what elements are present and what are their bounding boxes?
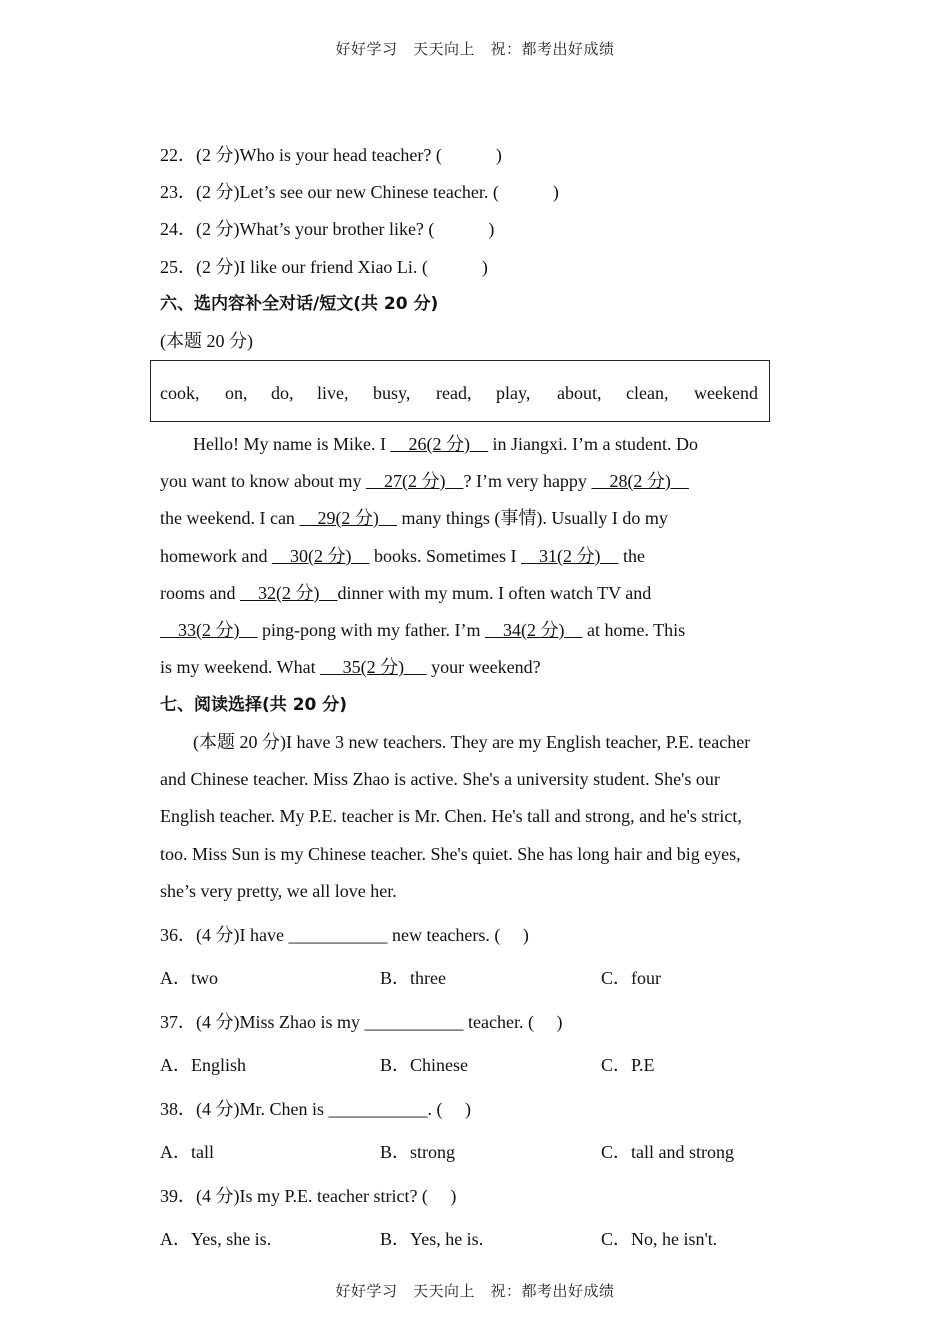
page-header: 好好学习 天天向上 祝：都考出好成绩 bbox=[335, 40, 615, 58]
question-36: 36．(4 分)I have ___________ new teachers. ( ) bbox=[160, 925, 529, 945]
blank-30: 30(2 分) bbox=[271, 546, 370, 566]
option-38-b: B．strong bbox=[380, 1142, 456, 1162]
blank-26: 26(2 分) bbox=[390, 434, 488, 454]
word-bank-box bbox=[150, 360, 770, 422]
word-bank-item: play, bbox=[496, 383, 531, 403]
blank-33: 33(2 分) bbox=[160, 620, 258, 640]
word-bank-item: busy, bbox=[373, 383, 411, 403]
question-23: 23．(2 分)Let’s see our new Chinese teacher. ( ) bbox=[160, 182, 559, 202]
cloze-line-2: you want to know about my 27(2 分) ? I’m very happy 28(2 分) bbox=[160, 471, 689, 491]
blank-31: 31(2 分) bbox=[520, 546, 619, 566]
word-bank-item: do, bbox=[271, 383, 294, 403]
option-38-a: A．tall bbox=[160, 1142, 214, 1162]
word-bank-item: weekend bbox=[694, 383, 758, 403]
reading-passage-line: English teacher. My P.E. teacher is Mr. Chen. He's tall and strong, and he's strict, bbox=[160, 806, 742, 826]
blank-35: 35(2 分) bbox=[320, 657, 427, 677]
question-39: 39．(4 分)Is my P.E. teacher strict? ( ) bbox=[160, 1186, 457, 1206]
question-25: 25．(2 分)I like our friend Xiao Li. ( ) bbox=[160, 257, 488, 277]
section-6-title: 六、选内容补全对话/短文(共 20 分) bbox=[160, 294, 439, 314]
blank-29: 29(2 分) bbox=[299, 508, 397, 528]
reading-passage-line: and Chinese teacher. Miss Zhao is active. She's a university student. She's our bbox=[160, 769, 720, 789]
word-bank-item: clean, bbox=[626, 383, 669, 403]
word-bank-item: live, bbox=[317, 383, 349, 403]
blank-27: 27(2 分) bbox=[365, 471, 464, 491]
question-37: 37．(4 分)Miss Zhao is my ___________ teacher. ( ) bbox=[160, 1012, 563, 1032]
section-7-title: 七、阅读选择(共 20 分) bbox=[160, 695, 348, 715]
page-footer: 好好学习 天天向上 祝：都考出好成绩 bbox=[335, 1282, 615, 1300]
cloze-line-3: the weekend. I can 29(2 分) many things (事情). Usually I do my bbox=[160, 508, 668, 528]
word-bank-item: on, bbox=[225, 383, 248, 403]
option-39-b: B．Yes, he is. bbox=[380, 1229, 484, 1249]
option-39-a: A．Yes, she is. bbox=[160, 1229, 272, 1249]
word-bank-item: cook, bbox=[160, 383, 200, 403]
cloze-line-4: homework and 30(2 分) books. Sometimes I 31(2 分) the bbox=[160, 546, 645, 566]
blank-32: 32(2 分) bbox=[240, 583, 338, 603]
option-37-b: B．Chinese bbox=[380, 1055, 468, 1075]
word-bank-item: read, bbox=[436, 383, 472, 403]
option-36-a: A．two bbox=[160, 968, 218, 988]
reading-passage-line: (本题 20 分)I have 3 new teachers. They are my English teacher, P.E. teacher bbox=[193, 732, 751, 752]
option-36-c: C．four bbox=[601, 968, 661, 988]
cloze-line-7: is my weekend. What 35(2 分) your weekend? bbox=[160, 657, 541, 677]
cloze-line-5: rooms and 32(2 分) dinner with my mum. I often watch TV and bbox=[160, 583, 652, 603]
cloze-line-6: 33(2 分) ping-pong with my father. I’m 34(2 分) at home. This bbox=[160, 620, 686, 640]
option-39-c: C．No, he isn't. bbox=[601, 1229, 718, 1249]
option-38-c: C．tall and strong bbox=[601, 1142, 734, 1162]
question-22: 22．(2 分)Who is your head teacher? ( ) bbox=[160, 145, 502, 165]
reading-passage-line: she’s very pretty, we all love her. bbox=[160, 881, 397, 901]
option-37-a: A．English bbox=[160, 1055, 247, 1075]
reading-passage-line: too. Miss Sun is my Chinese teacher. She's quiet. She has long hair and big eyes, bbox=[160, 844, 741, 864]
blank-28: 28(2 分) bbox=[591, 471, 689, 491]
word-bank-item: about, bbox=[557, 383, 602, 403]
option-36-b: B．three bbox=[380, 968, 446, 988]
blank-34: 34(2 分) bbox=[484, 620, 583, 640]
option-37-c: C．P.E bbox=[601, 1055, 655, 1075]
cloze-line-1: Hello! My name is Mike. I 26(2 分) in Jiangxi. I’m a student. Do bbox=[193, 434, 698, 454]
question-38: 38．(4 分)Mr. Chen is ___________. ( ) bbox=[160, 1099, 471, 1119]
question-24: 24．(2 分)What’s your brother like? ( ) bbox=[160, 219, 495, 239]
section-6-subtitle: (本题 20 分) bbox=[160, 331, 253, 351]
